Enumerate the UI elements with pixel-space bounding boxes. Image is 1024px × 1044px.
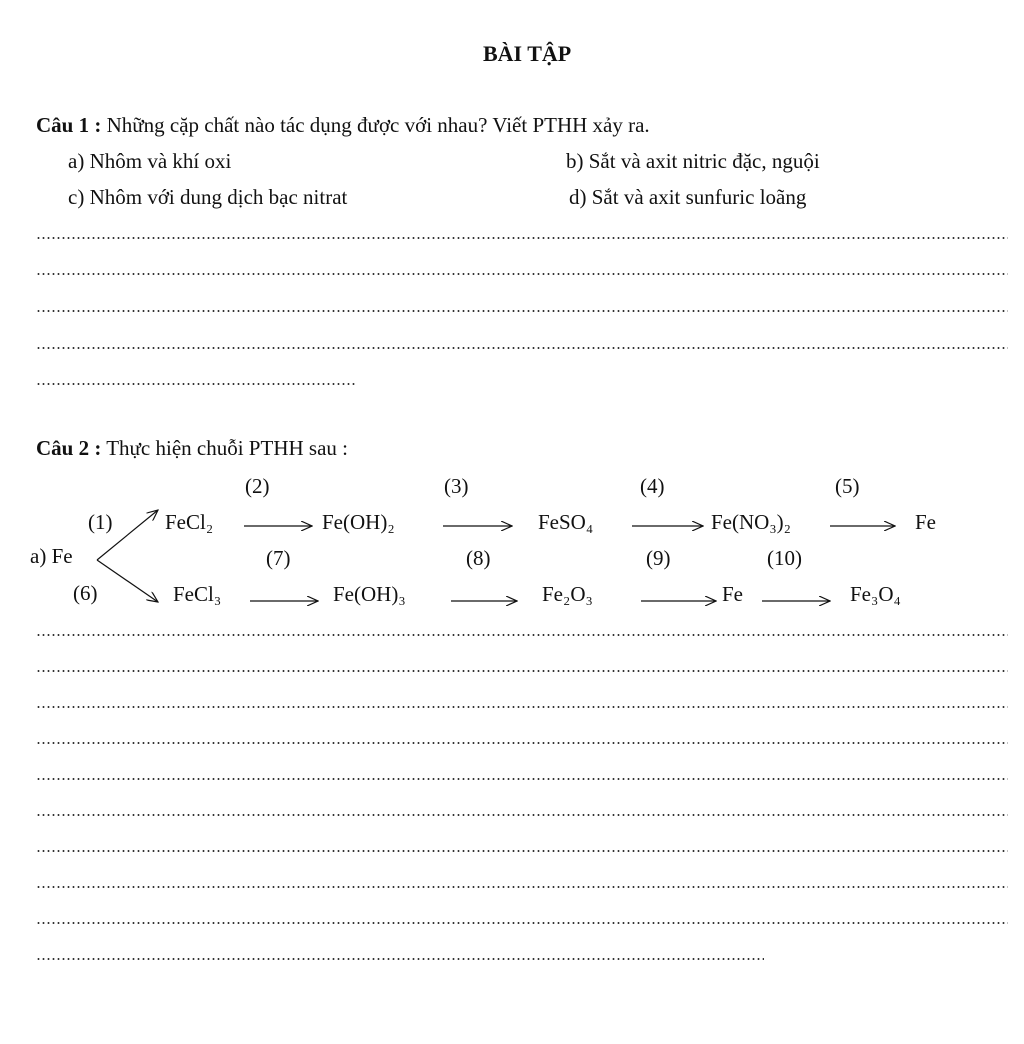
question-1-option-d: d) Sắt và axit sunfuric loãng xyxy=(569,185,807,209)
answer-line[interactable] xyxy=(36,814,1008,816)
question-2-label: Câu 2 : xyxy=(36,436,102,460)
answer-line[interactable] xyxy=(36,778,1008,780)
chain-top-compound: Fe(NO₃)₂ xyxy=(711,510,791,534)
chain-bottom-compound: FeCl₃ xyxy=(173,582,222,606)
step-label: (6) xyxy=(73,581,98,605)
chain-bottom-compound: Fe xyxy=(722,582,743,606)
step-label: (2) xyxy=(245,474,270,498)
step-label: (7) xyxy=(266,546,291,570)
chain-bottom-compound: Fe(OH)₃ xyxy=(333,582,406,606)
question-1-option-a: a) Nhôm và khí oxi xyxy=(68,149,232,173)
answer-line[interactable] xyxy=(36,886,1008,888)
question-1-label: Câu 1 : xyxy=(36,113,102,137)
answer-line[interactable] xyxy=(36,670,1008,672)
chain-top-compound: Fe xyxy=(915,510,936,534)
branch-arrow-up xyxy=(97,510,158,560)
chain-bottom-compound: Fe₂O₃ xyxy=(542,582,593,606)
step-label: (4) xyxy=(640,474,665,498)
step-label: (1) xyxy=(88,510,113,534)
answer-line[interactable] xyxy=(36,958,764,960)
question-2-prompt: Thực hiện chuỗi PTHH sau : xyxy=(106,436,348,460)
chain-bottom-compound: Fe₃O₄ xyxy=(850,582,901,606)
answer-line[interactable] xyxy=(36,742,1008,744)
question-1-option-c: c) Nhôm với dung dịch bạc nitrat xyxy=(68,185,348,209)
step-label: (10) xyxy=(767,546,802,570)
step-label: (9) xyxy=(646,546,671,570)
chain-top-compound: Fe(OH)₂ xyxy=(322,510,395,534)
chain-start: a) Fe xyxy=(30,544,73,568)
branch-arrow-down xyxy=(97,560,158,602)
page-title: BÀI TẬP xyxy=(483,41,572,66)
question-1-option-b: b) Sắt và axit nitric đặc, nguội xyxy=(566,149,820,173)
answer-line[interactable] xyxy=(36,634,1008,636)
step-label: (8) xyxy=(466,546,491,570)
chain-top-compound: FeCl₂ xyxy=(165,510,214,534)
question-1-prompt: Những cặp chất nào tác dụng được với nhau? Viết PTHH xảy ra. xyxy=(106,113,650,137)
answer-line[interactable] xyxy=(36,850,1008,852)
answer-line[interactable] xyxy=(36,706,1008,708)
step-label: (5) xyxy=(835,474,860,498)
step-label: (3) xyxy=(444,474,469,498)
chain-top-compound: FeSO₄ xyxy=(538,510,594,534)
answer-line[interactable] xyxy=(36,922,1008,924)
